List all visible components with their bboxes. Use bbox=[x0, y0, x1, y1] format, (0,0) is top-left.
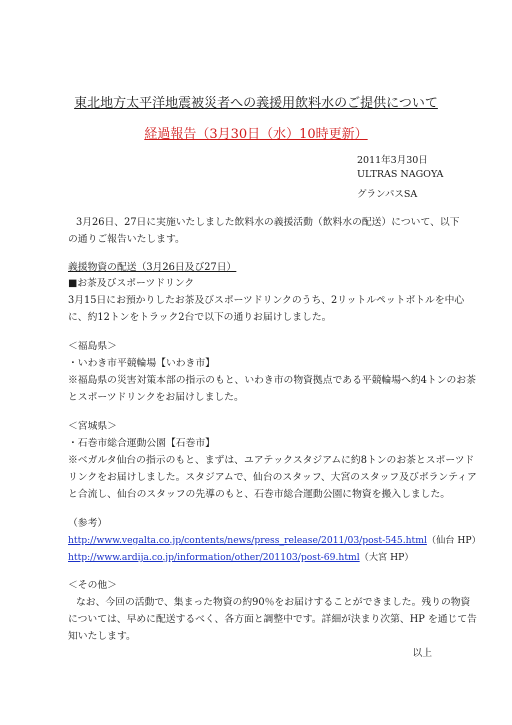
reference-line-2 bbox=[68, 549, 414, 563]
vegalta-link[interactable]: http://www.vegalta.co.jp/contents/news/press_release/2011/03/post-545.html bbox=[68, 535, 427, 546]
miyagi-body-line-1: ※ベガルタ仙台の指示のもと、まずは、ユアテックスタジアムに約8トンのお茶とスポーツド bbox=[68, 455, 475, 466]
closing-text: 以上 bbox=[412, 648, 432, 659]
ardija-link[interactable]: http://www.ardija.co.jp/information/other/201103/post-69.html bbox=[68, 552, 360, 563]
intro-line-2: の通りご報告いたします。 bbox=[68, 234, 185, 245]
fukushima-body-line-1: ※福島県の災害対策本部の指示のもと、いわき市の物資拠点である平競輪場へ約4トンのお茶 bbox=[68, 375, 476, 386]
document-title: 東北地方太平洋地震被災者への義援用飲料水のご提供について bbox=[74, 96, 438, 111]
item-heading: ■お茶及びスポーツドリンク bbox=[68, 278, 195, 289]
organization-sub-name: グランパスSA bbox=[357, 189, 418, 200]
ardija-link-note: （大宮 HP） bbox=[359, 552, 414, 563]
miyagi-body-line-2: リンクをお届けしました。スタジアムで、仙台のスタッフ、大宮のスタッフ及びボランティア bbox=[68, 472, 477, 483]
vegalta-link-note: （仙台 HP） bbox=[426, 535, 481, 546]
fukushima-place: ・いわき市平競輪場【いわき市】 bbox=[68, 358, 215, 369]
reference-heading: （参考） bbox=[68, 518, 108, 529]
other-body-line-2: については、早めに配送するべく、各方面と調整中です。詳細が決まり次第、HP を通じて告 bbox=[68, 614, 477, 625]
item-body-line-1: 3月15日にお預かりしたお茶及びスポーツドリンクのうち、2リットルペットボトルを中心 bbox=[68, 295, 465, 306]
other-heading: ＜その他＞ bbox=[68, 580, 117, 591]
other-body-line-3: 知いたします。 bbox=[68, 631, 136, 642]
section-heading: 義援物資の配送（3月26日及び27日） bbox=[68, 262, 237, 273]
fukushima-heading: ＜福島県＞ bbox=[68, 341, 117, 352]
fukushima-body-line-2: とスポーツドリンクをお届けしました。 bbox=[68, 392, 244, 403]
miyagi-body-line-3: と合流し、仙台のスタッフの先導のもと、石巻市総合運動公園に物資を搬入しました。 bbox=[68, 489, 451, 500]
organization-name: ULTRAS NAGOYA bbox=[357, 169, 444, 180]
miyagi-place: ・石巻市総合運動公園【石巻市】 bbox=[68, 438, 215, 449]
reference-line-1 bbox=[68, 532, 481, 546]
other-body-line-1: なお、今回の活動で、集まった物資の約90％をお届けすることができました。残りの物資 bbox=[76, 597, 471, 608]
item-body-line-2: に、約12トンをトラック2台で以下の通りお届けしました。 bbox=[68, 312, 332, 323]
report-date: 2011年3月30日 bbox=[357, 155, 428, 166]
miyagi-heading: ＜宮城県＞ bbox=[68, 421, 117, 432]
progress-report-subtitle: 経過報告（3月30日（水）10時更新） bbox=[144, 127, 368, 142]
intro-line-1: 3月26日、27日に実施いたしました飲料水の義援活動（飲料水の配送）について、以下 bbox=[76, 217, 460, 228]
